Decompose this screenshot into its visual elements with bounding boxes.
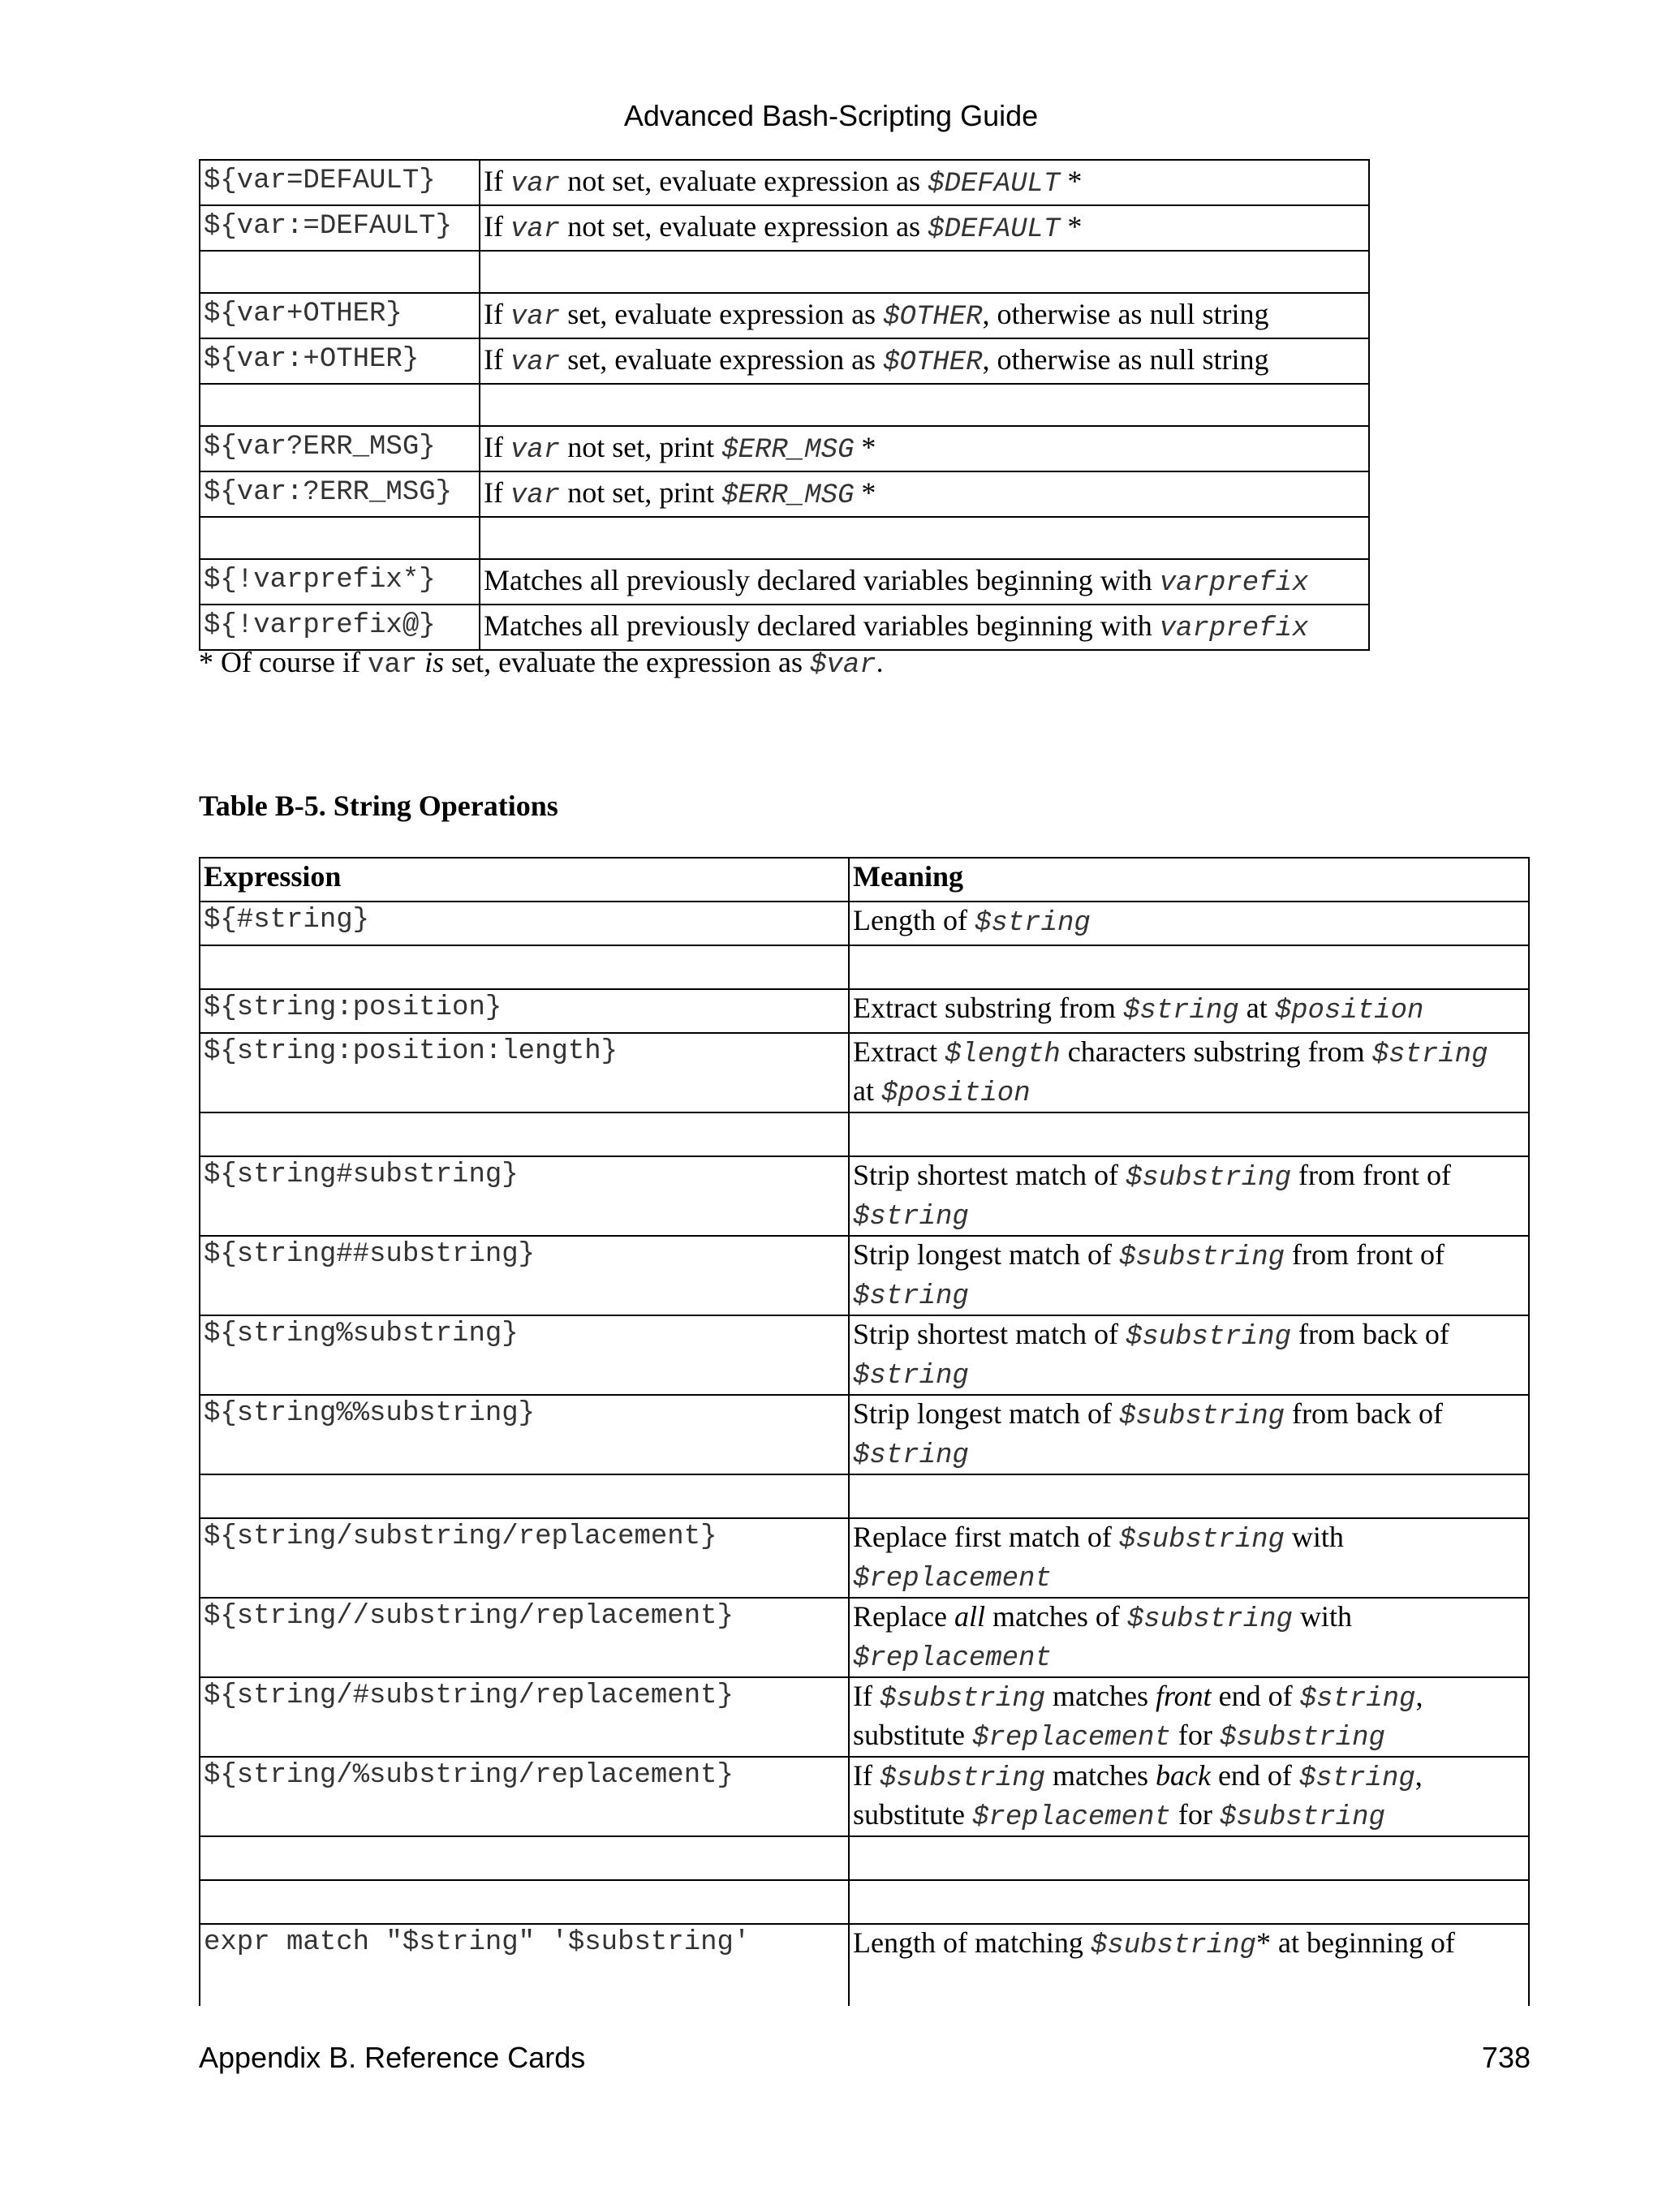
expression-cell: ${string#substring}: [200, 1156, 849, 1236]
table-row: [200, 471, 1369, 517]
spacer-row: [200, 1836, 1529, 1880]
expression-cell: ${var:+OTHER}: [200, 338, 480, 384]
expression-cell: ${string/#substring/replacement}: [200, 1677, 849, 1757]
table-row: [200, 1677, 1529, 1757]
column-header-expression: Expression: [200, 858, 849, 902]
table-row: [200, 293, 1369, 338]
footer-section-title: Appendix B. Reference Cards: [199, 2041, 586, 2074]
meaning-cell: Extract substring from $string at $position: [849, 989, 1529, 1033]
expression-cell: ${string:position:length}: [200, 1033, 849, 1112]
meaning-cell: [480, 251, 1369, 293]
spacer-row: [200, 945, 1529, 989]
expression-cell: ${var=DEFAULT}: [200, 160, 480, 205]
expression-cell: [200, 517, 480, 559]
expression-cell: ${string//substring/replacement}: [200, 1598, 849, 1677]
meaning-cell: If var set, evaluate expression as $OTHER, otherwise as null string: [480, 338, 1369, 384]
table-header-row: [200, 858, 1529, 902]
meaning-cell: Length of matching $substring* at beginning of: [849, 1924, 1529, 2006]
table-row: [200, 338, 1369, 384]
table-row: [200, 902, 1529, 945]
meaning-cell: Matches all previously declared variables beginning with varprefix: [480, 605, 1369, 650]
table-row: [200, 1924, 1529, 2006]
variable-substitution-table: [199, 159, 1370, 651]
spacer-row: [200, 517, 1369, 559]
expression-cell: ${string%substring}: [200, 1315, 849, 1395]
meaning-cell: [480, 517, 1369, 559]
meaning-cell: Strip longest match of $substring from back of $string: [849, 1395, 1529, 1474]
expression-cell: [200, 384, 480, 426]
meaning-cell: If $substring matches back end of $string, substitute $replacement for $substring: [849, 1757, 1529, 1836]
expression-cell: ${string/substring/replacement}: [200, 1518, 849, 1598]
expression-cell: ${string:position}: [200, 989, 849, 1033]
spacer-row: [200, 1474, 1529, 1518]
table-row: [200, 426, 1369, 471]
meaning-cell: Length of $string: [849, 902, 1529, 945]
meaning-cell: If var set, evaluate expression as $OTHER, otherwise as null string: [480, 293, 1369, 338]
spacer-row: [200, 1880, 1529, 1924]
meaning-cell: If var not set, evaluate expression as $DEFAULT *: [480, 205, 1369, 251]
expression-cell: ${!varprefix*}: [200, 559, 480, 605]
expression-cell: [200, 251, 480, 293]
meaning-cell: If var not set, print $ERR_MSG *: [480, 426, 1369, 471]
meaning-cell: If $substring matches front end of $string, substitute $replacement for $substring: [849, 1677, 1529, 1757]
table-row: [200, 1315, 1529, 1395]
meaning-cell: Matches all previously declared variables beginning with varprefix: [480, 559, 1369, 605]
expression-cell: ${var+OTHER}: [200, 293, 480, 338]
footnote: * Of course if var is set, evaluate the expression as $var.: [199, 646, 884, 681]
meaning-cell: Strip longest match of $substring from front of $string: [849, 1236, 1529, 1315]
meaning-cell: If var not set, print $ERR_MSG *: [480, 471, 1369, 517]
table-row: [200, 1395, 1529, 1474]
table-row: [200, 1033, 1529, 1112]
expression-cell: ${var:?ERR_MSG}: [200, 471, 480, 517]
expression-cell: expr match "$string" '$substring': [200, 1924, 849, 2006]
meaning-cell: If var not set, evaluate expression as $DEFAULT *: [480, 160, 1369, 205]
spacer-row: [200, 384, 1369, 426]
page-header: Advanced Bash-Scripting Guide: [623, 99, 1039, 132]
meaning-cell: Replace all matches of $substring with $replacement: [849, 1598, 1529, 1677]
table-row: [200, 1757, 1529, 1836]
table-row: [200, 989, 1529, 1033]
table-row: [200, 559, 1369, 605]
expression-cell: ${var?ERR_MSG}: [200, 426, 480, 471]
table-row: [200, 1518, 1529, 1598]
expression-cell: ${string%%substring}: [200, 1395, 849, 1474]
meaning-cell: Replace first match of $substring with $replacement: [849, 1518, 1529, 1598]
meaning-cell: [480, 384, 1369, 426]
table-row: [200, 1156, 1529, 1236]
spacer-row: [200, 251, 1369, 293]
table-row: [200, 1236, 1529, 1315]
expression-cell: ${#string}: [200, 902, 849, 945]
expression-cell: ${string/%substring/replacement}: [200, 1757, 849, 1836]
table-caption: Table B-5. String Operations: [199, 790, 558, 822]
page-number: 738: [1481, 2041, 1531, 2074]
meaning-cell: Extract $length characters substring from $string at $position: [849, 1033, 1529, 1112]
table-row: [200, 160, 1369, 205]
column-header-meaning: Meaning: [849, 858, 1529, 902]
string-operations-table: [199, 857, 1530, 2006]
expression-cell: ${var:=DEFAULT}: [200, 205, 480, 251]
expression-cell: ${string##substring}: [200, 1236, 849, 1315]
table-row: [200, 1598, 1529, 1677]
expression-cell: ${!varprefix@}: [200, 605, 480, 650]
table-row: [200, 205, 1369, 251]
spacer-row: [200, 1112, 1529, 1156]
meaning-cell: Strip shortest match of $substring from back of $string: [849, 1315, 1529, 1395]
table-row: [200, 605, 1369, 650]
meaning-cell: Strip shortest match of $substring from front of $string: [849, 1156, 1529, 1236]
